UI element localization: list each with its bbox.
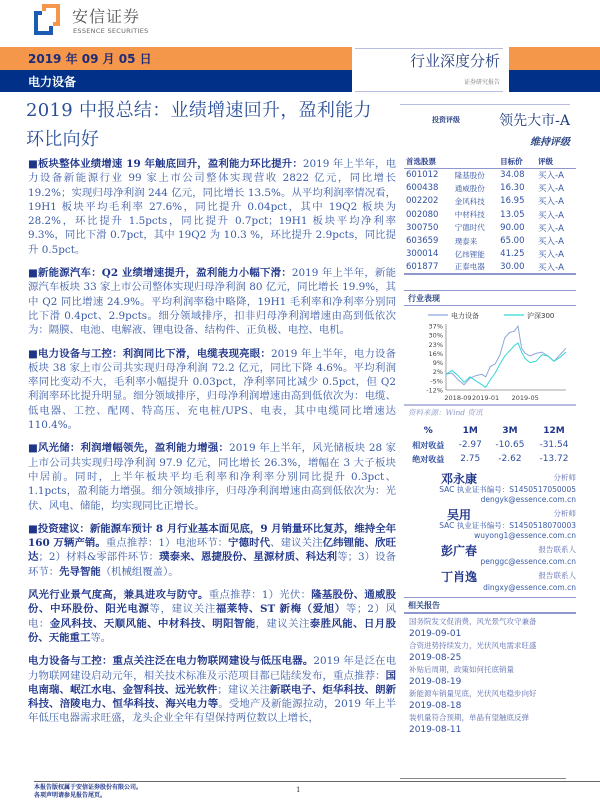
divider — [355, 48, 503, 49]
paragraph — [28, 654, 396, 725]
y-tick-label: -12% — [426, 386, 443, 395]
col-header-stock: 首选股票 — [404, 155, 498, 169]
body-text: 、建议关注 — [270, 537, 323, 550]
stock-target: 41.25 — [500, 249, 525, 260]
perf-header: % — [423, 426, 433, 436]
emphasis-text: 泰胜风能、日月股份、天能重工 — [28, 617, 396, 644]
col-header-rating: 评级 — [536, 155, 576, 169]
footer-note — [34, 784, 142, 800]
report-body — [28, 157, 396, 777]
top-picks-table — [404, 155, 576, 275]
stock-target: 34.08 — [500, 170, 525, 181]
perf-label: 相对收益 — [412, 439, 445, 450]
analyst — [404, 471, 576, 505]
stock-rating: 买入-A — [538, 210, 564, 221]
perf-value: -31.54 — [539, 440, 569, 450]
footer-divider — [34, 781, 600, 782]
sector-label: 电力设备 — [28, 75, 77, 89]
related-report-title[interactable]: 合资进势持续发力，光伏风电需求旺盛 — [409, 641, 537, 650]
analyst-email[interactable]: dingxy@essence.com.cn — [483, 583, 576, 592]
paragraph — [28, 266, 396, 337]
legend-label: 沪深300 — [527, 312, 555, 320]
related-report-title[interactable]: 国务院发文促消费，风光景气攻守兼备 — [409, 617, 537, 626]
related-report-date: 2019-08-18 — [409, 701, 462, 711]
related-report-title[interactable]: 补贴后周期，政策如何托底销量 — [409, 665, 514, 674]
report-title: 2019 中报总结：业绩增速回升，盈利能力环比向好 — [26, 100, 372, 150]
stock-code: 600438 — [406, 183, 439, 194]
logo-text-en: ESSENCE SECURITIES — [73, 27, 149, 35]
emphasis-text: 宁德时代 — [228, 537, 271, 550]
perf-value: -10.65 — [495, 440, 525, 450]
sector-bar-right — [509, 70, 600, 92]
stock-target: 65.00 — [500, 236, 525, 247]
related-report-date: 2019-09-01 — [409, 629, 462, 639]
section-heading: 相关报告 — [404, 597, 576, 614]
analyst-header — [404, 569, 576, 583]
stock-rating: 买入-A — [538, 237, 564, 248]
analyst-email[interactable]: dengyk@essence.com.cn — [480, 495, 576, 504]
paragraph — [28, 588, 396, 645]
analyst-role: 分析师 — [553, 473, 576, 482]
emphasis-text: 新联电子、炬华科技、朗新科技、涪陵电力、恒华科技、海兴电力等 — [28, 683, 396, 711]
y-tick-label: 37% — [428, 322, 443, 331]
body-text: 。受地产及新能源拉动，2019 年上半年低压电器需求旺盛，龙头企业全年有望保持两位数以上增长， — [28, 698, 396, 725]
stock-name: 宁德时代 — [454, 223, 485, 233]
body-text: 等；2）风电： — [28, 603, 396, 630]
x-tick-label: 2019-01 — [472, 394, 500, 402]
stock-code: 002080 — [406, 209, 439, 220]
body-text: ；2）材料&零部件环节： — [38, 551, 160, 564]
analyst-email[interactable]: wuyong1@essence.com.cn — [474, 531, 576, 540]
stock-row — [404, 221, 576, 234]
emphasis-text: ■新能源汽车：Q2 业绩增速提升，盈利能力小幅下滑： — [28, 267, 292, 280]
stock-target: 16.95 — [500, 196, 525, 207]
analyst — [404, 569, 576, 593]
col-header-target: 目标价 — [498, 155, 536, 169]
analyst — [404, 543, 576, 567]
paragraph — [28, 157, 396, 257]
perf-value: -2.97 — [458, 440, 482, 450]
perf-value: 2.75 — [460, 454, 481, 464]
analyst-email[interactable]: penggc@essence.com.cn — [480, 557, 576, 566]
x-tick-label: 2018-09 — [444, 394, 472, 402]
y-tick-label: 9% — [432, 359, 443, 368]
analyst-list — [404, 471, 576, 595]
emphasis-text: 国电南瑞、岷江水电、金智科技、远光软件 — [28, 669, 396, 696]
legend-label: 电力设备 — [451, 312, 479, 320]
logo-text-cn: 安信证券 — [72, 7, 141, 26]
perf-header: 12M — [543, 426, 565, 436]
body-text: 2019 年上半年，风光储板块 28 家上市公司共实现归母净利润 97.9 亿元，同比增长 26.3%，增幅在 3 大子板块中居前。同时，上半年板块平均毛利率和净利率分别同比提升 0.3pct、1.1pcts，盈利能力增强。细分领域排序，归母净利润增速由高到低依次为：光伏、风电、储能，均实现同比正增长。 — [28, 442, 396, 512]
related-report-title[interactable]: 新能源车销量见底，光伏风电稳步向好 — [409, 689, 537, 698]
analyst — [404, 507, 576, 541]
report-subtype: 证券研究报告 — [463, 79, 500, 86]
body-text: 等。 — [90, 631, 112, 644]
stock-rating: 买入-A — [538, 171, 564, 182]
y-tick-label: 23% — [428, 340, 443, 349]
stock-name: 亿纬锂能 — [454, 249, 485, 259]
logo-mark-icon — [34, 4, 60, 35]
perf-row — [404, 452, 576, 466]
stock-target: 30.00 — [500, 261, 525, 272]
report-date: 2019 年 09 月 05 日 — [28, 52, 152, 66]
emphasis-text: ■电力设备与工控：利润同比下滑，电缆表现亮眼： — [28, 347, 271, 360]
stock-row — [404, 195, 576, 208]
analyst-name: 吴用 — [446, 508, 471, 521]
date-bar-right — [509, 47, 600, 70]
stock-row — [404, 261, 576, 274]
body-text: ，建议关注 — [255, 617, 310, 630]
stock-target: 13.05 — [500, 209, 525, 220]
analyst-header — [404, 507, 576, 521]
analyst-header — [404, 471, 576, 485]
industry-performance — [404, 290, 576, 466]
body-text: 重点推荐：1）光伏： — [208, 589, 312, 602]
emphasis-text: 先导智能 — [59, 565, 101, 578]
stock-name: 中材科技 — [454, 210, 485, 220]
y-tick-label: 30% — [428, 331, 443, 340]
rating-label: 投资评级 — [432, 115, 460, 124]
analyst-name: 邓永康 — [440, 472, 477, 485]
stock-rating: 买入-A — [538, 197, 564, 208]
related-report-date: 2019-08-25 — [409, 653, 462, 663]
analyst-name: 丁肖逸 — [440, 570, 477, 583]
stock-code: 601012 — [406, 170, 439, 181]
emphasis-text: 金风科技、天顺风能、中材科技、明阳智能 — [49, 617, 256, 630]
perf-value: -13.72 — [539, 454, 569, 464]
paragraph — [28, 347, 396, 433]
analyst-header — [404, 543, 576, 557]
body-text: 重点推荐：1）电池环节： — [105, 537, 229, 550]
body-text: 等，建议关注 — [149, 603, 216, 616]
divider — [400, 104, 570, 105]
stock-name: 正泰电器 — [454, 262, 485, 272]
body-text: 等；3）设备环节： — [28, 551, 396, 578]
stock-row — [404, 169, 576, 182]
emphasis-text: 电力设备与工控：重点关注泛在电力物联网建设与低压电器。 — [28, 655, 314, 668]
x-tick-label: 2019-05 — [511, 394, 539, 402]
rating-sub: 维持评级 — [530, 137, 570, 148]
stock-code: 300750 — [406, 222, 439, 233]
analyst-role: 分析师 — [553, 509, 576, 518]
body-text: 2019 年上半年，电力设备板块 38 家上市公司共实现归母净利润 72.2 亿元，同比下降 4.6%。平均利润率同比变动不大，毛利率小幅提升 0.03pct，净利率同比减少 0.5pct，但 Q2 利润率环比提升明显。细分领域排序，归母净利润增速由高到低依次为：电缆、低电器、工控、配网、特高压、充电桩/UPS、电表，其中电缆同比增速达 110.4%。 — [28, 347, 396, 432]
perf-value: -2.62 — [498, 454, 522, 464]
stock-code: 002202 — [406, 196, 439, 207]
body-text: ；建议关注 — [217, 683, 270, 696]
copyright-text: 本报告版权属于安信证券股份有限公司。 — [34, 784, 143, 791]
divider — [355, 91, 503, 92]
emphasis-text: 隆基股份、通威股份、中环股份、阳光电源 — [28, 589, 396, 616]
stock-rating: 买入-A — [538, 223, 564, 234]
report-type: 行业深度分析 — [409, 52, 500, 70]
rating-value: 领先大市-A — [499, 113, 570, 129]
perf-header: 3M — [502, 426, 518, 436]
stock-name: 隆基股份 — [454, 170, 485, 180]
emphasis-text: ■风光储：利润增幅领先，盈利能力增强： — [28, 442, 230, 455]
perf-row — [404, 438, 576, 452]
chart-source: 资料来源：Wind 资讯 — [404, 404, 576, 420]
stock-rating: 买入-A — [538, 184, 564, 195]
stock-code: 601877 — [406, 261, 439, 272]
stock-row — [404, 182, 576, 195]
analyst-role: 报告联系人 — [538, 545, 576, 554]
analyst-sac: SAC 执业证书编号：S1450517050005 — [439, 485, 576, 494]
stock-code: 603659 — [406, 236, 439, 247]
emphasis-text: 福莱特、ST 新梅（爱旭） — [215, 603, 346, 616]
analyst-name: 彭广春 — [440, 544, 477, 557]
stock-target: 16.30 — [500, 183, 525, 194]
stock-row — [404, 234, 576, 247]
analyst-sac: SAC 执业证书编号：S1450518070003 — [439, 521, 576, 530]
stock-rating: 买入-A — [538, 262, 564, 273]
emphasis-text: 亿纬锂能、欣旺达 — [28, 537, 396, 564]
divider — [400, 778, 566, 779]
emphasis-text: 璞泰来、恩捷股份、星源材质、科达利 — [159, 551, 338, 564]
disclaimer-text: 各项声明请参见报告尾页。 — [34, 792, 107, 799]
stock-code: 300014 — [406, 249, 439, 260]
stock-name: 金风科技 — [454, 196, 485, 206]
body-text: 2019 年上半年，新能源汽车板块 33 家上市公司整体实现归母净利润 80 亿元，同比增长 19.9%，其中 Q2 同比增速 24.9%。平均利润率稳中略降，19H1 毛利率和净利率分别同比下滑 0.4pct、2.9pcts。细分领域排序，扣非归母净利润增速由高到低依次为：隔膜、电池、电解液、锂电设备、结构件、正负极、电控、电机。 — [28, 267, 396, 337]
body-text: 2019 年上半年，电力设备新能源行业 99 家上市公司整体实现营收 2822 亿元，同比增长 19.2%；实现归母净利润 244 亿元，同比增长 13.5%。从平均利润率情况看，19H1 板块平均毛利率 27.6%，同比提升 0.04pct，其中 19Q2 板块为 28.2%，环比提升 1.5pcts，同比提升 0.7pct；19H1 板块平均净利率 9.3%，同比下滑 0.7pct，其中 19Q2 为 10.3 %，环比提升 2.9pcts，同比提升 0.5pct。 — [28, 158, 396, 256]
y-tick-label: 2% — [432, 368, 443, 377]
emphasis-text: ■投资建议：新能源车预计 8 月行业基本面见底，9 月销量环比复苏，维持全年 160 万辆产销。 — [28, 522, 396, 550]
emphasis-text: 风光行业景气度高，兼具进攻与防守。 — [28, 589, 209, 602]
perf-header: 1M — [462, 426, 478, 436]
related-report-date: 2019-08-19 — [409, 677, 462, 687]
page-number: 1 — [296, 786, 301, 794]
related-reports — [404, 597, 576, 736]
company-logo — [34, 4, 164, 38]
stock-name: 通威股份 — [454, 183, 485, 193]
stock-row — [404, 208, 576, 221]
body-text: 2019 年是泛在电力物联网建设启动元年，相关技术标准及示范项目都已陆续发布，重点推荐： — [28, 655, 396, 682]
body-text: （机械组覆盖）。 — [100, 565, 179, 578]
section-heading: 行业表现 — [404, 290, 576, 306]
y-tick-label: 16% — [428, 349, 443, 358]
perf-label: 绝对收益 — [412, 453, 445, 464]
paragraph — [28, 522, 396, 579]
related-report-date: 2019-08-11 — [409, 725, 462, 735]
related-report-title[interactable]: 装机量符合预期，单晶有望触底反弹 — [409, 713, 529, 722]
performance-chart — [404, 306, 576, 404]
paragraph — [28, 441, 396, 512]
stock-row — [404, 248, 576, 261]
stock-rating: 买入-A — [538, 250, 564, 261]
stock-name: 璞泰来 — [454, 236, 478, 246]
analyst-role: 报告联系人 — [538, 571, 576, 580]
series-line-hs300 — [446, 343, 566, 387]
y-tick-label: -5% — [430, 377, 443, 386]
emphasis-text: ■板块整体业绩增速 19 年触底回升，盈利能力环比提升： — [28, 158, 303, 170]
stock-target: 90.00 — [500, 222, 525, 233]
